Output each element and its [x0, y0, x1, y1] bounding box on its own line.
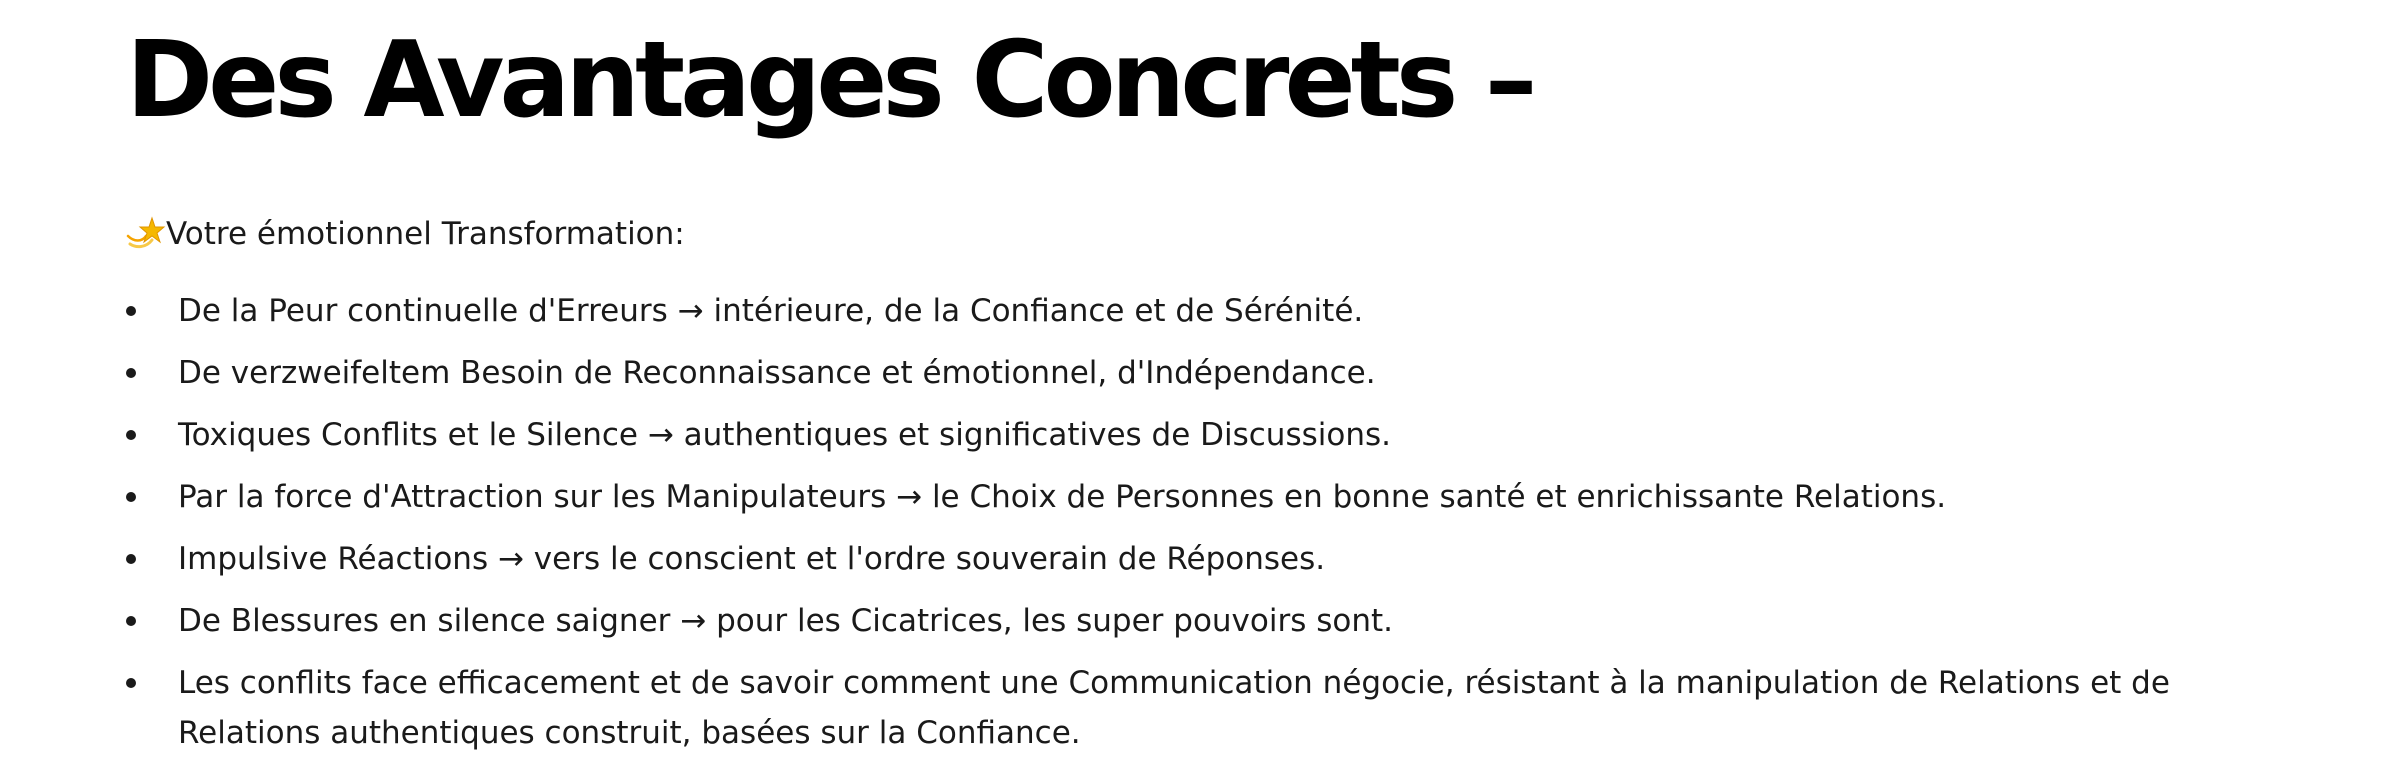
intro-line	[126, 214, 2286, 254]
list-item-text: Impulsive Réactions → vers le conscient et l'ordre souverain de Réponses.	[178, 541, 1326, 577]
list-item	[126, 534, 2286, 584]
sparkle-star-icon	[126, 214, 166, 254]
list-item-text: Toxiques Conflits et le Silence → authentiques et significatives de Discussions.	[178, 417, 1391, 453]
bullet-dot	[126, 368, 136, 378]
bullet-dot	[126, 306, 136, 316]
bullet-dot	[126, 616, 136, 626]
list-item	[126, 348, 2286, 398]
list-item-text: Par la force d'Attraction sur les Manipulateurs → le Choix de Personnes en bonne santé et enrichissante Relations.	[178, 479, 1947, 515]
list-item	[126, 596, 2286, 646]
page-title: Des Avantages Concrets –	[126, 19, 1533, 141]
main-content	[126, 0, 2286, 770]
bullet-dot	[126, 678, 136, 688]
benefits-list	[126, 286, 2286, 758]
list-item	[126, 286, 2286, 336]
bullet-dot	[126, 554, 136, 564]
list-item-text: Les conflits face efficacement et de savoir comment une Communication négocie, résistant à la manipulation de Relations et de Relations authentiques construit, basées sur la Confiance.	[178, 665, 2170, 751]
list-item	[126, 472, 2286, 522]
list-item-text: De verzweifeltem Besoin de Reconnaissance et émotionnel, d'Indépendance.	[178, 355, 1376, 391]
bullet-dot	[126, 430, 136, 440]
intro-text: Votre émotionnel Transformation:	[166, 216, 685, 252]
bullet-dot	[126, 492, 136, 502]
list-item	[126, 658, 2286, 758]
list-item-text: De la Peur continuelle d'Erreurs → intérieure, de la Confiance et de Sérénité.	[178, 293, 1364, 329]
list-item-text: De Blessures en silence saigner → pour les Cicatrices, les super pouvoirs sont.	[178, 603, 1394, 639]
list-item	[126, 410, 2286, 460]
